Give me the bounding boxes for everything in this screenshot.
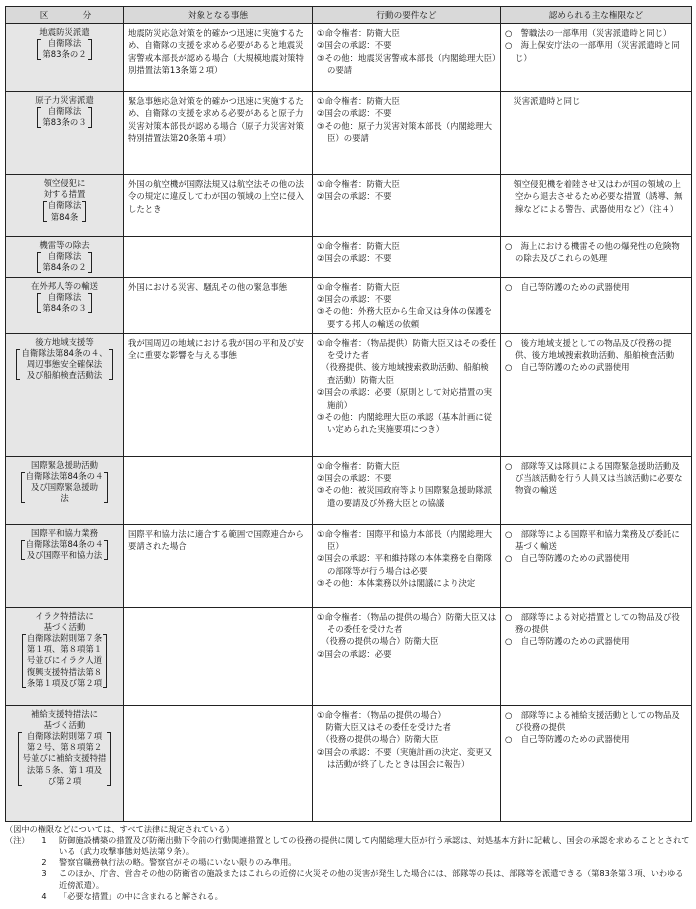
situation-cell [124, 705, 313, 821]
authority-line: ○ 海上保安庁法の一部準用（災害派遣時と同じ） [505, 40, 680, 63]
authority-line: ○ 自己等防護のための武器使用 [505, 362, 630, 373]
footnote-number: 4 [41, 890, 47, 901]
requirements-cell [313, 277, 501, 333]
requirements-line: ①命令権者：防衛大臣 [317, 241, 400, 251]
legal-basis-line: 第84条の２ [42, 262, 87, 273]
requirements-line: ③その他：原子力災害対策本部長（内閣総理大臣）の要請 [317, 120, 493, 144]
legal-basis-line: 第１項、第８項第１ [26, 644, 103, 655]
situation-cell [124, 333, 313, 456]
category-name: 原子力災害派遣 [35, 95, 94, 105]
requirements-line: ②国会の承認：不要 [317, 473, 392, 484]
situation-cell [124, 175, 313, 237]
table-row [6, 456, 692, 524]
row-category [6, 705, 124, 821]
legal-basis-line: 第84条 [50, 211, 79, 222]
requirements-line: 防衛大臣又はその委任を受けた者 [317, 722, 451, 733]
row-category [6, 175, 124, 237]
requirements-line: ②国会の承認：平和維持隊の本体業務を自衛隊の部隊等が行う場合は必要 [317, 553, 493, 576]
footnote-text: このほか、庁舎、営舎その他の防衛省の施設またはこれらの近傍に火災その他の災害が発生した場合には、部隊等の長は、部隊等を派遣できる（第83条第３項、いわゆる近傍派遣）。 [59, 868, 684, 890]
category-name: 領空侵犯に [43, 178, 86, 188]
legal-basis-line: 及び国際緊急援助 [31, 482, 98, 493]
requirements-line: ③その他：被災国政府等より国際緊急援助隊派遣の要請及び外務大臣との協議 [317, 485, 493, 508]
footnote-text: 防御施設構築の措置及び防衛出動下令前の行動関連措置としての役務の提供に関して内閣総理大臣が行う承認は、対処基本方針に記載し、国会の承認を求めることとされている（武力攻撃事態対処法第９条）。 [59, 834, 690, 857]
header-requirements: 行動の要件など [313, 7, 501, 24]
legal-basis-line: 自衛隊法第84条の４ [25, 538, 104, 549]
requirements-cell [313, 456, 501, 524]
requirements-line: ①命令権者：防衛大臣 [317, 460, 400, 471]
row-category [6, 24, 124, 92]
situation-line: 地震防災応急対策を的確かつ迅速に実施するため、自衛隊の支援を求める必要があると地震災害警戒本部長が認める場合（大規模地震対策特別措置法第13条第２項） [128, 28, 304, 76]
requirements-line: ③その他：内閣総理大臣の承認（基本計画に従い定められた実施要項につき） [317, 412, 493, 435]
requirements-line: ②国会の承認：不要 [317, 108, 392, 119]
legal-basis-line: 復興支援特措法第８ [26, 666, 103, 677]
legal-basis [37, 251, 91, 273]
authority-cell [501, 92, 692, 175]
authority-cell [501, 524, 692, 607]
authority-cell [501, 24, 692, 92]
header-category: 区 分 [6, 7, 124, 24]
footnote-label: （注） [5, 834, 30, 845]
authority-cell [501, 607, 692, 705]
legal-basis-line: 自衛隊法第84条の４、 [21, 347, 108, 358]
requirements-line: ③その他：外務大臣から生命又は身体の保護を要する邦人の輸送の依頼 [317, 306, 493, 329]
legal-basis-line: 法 [60, 493, 69, 504]
category-name: 後方地域支援等 [35, 336, 94, 347]
footnote-label [5, 868, 29, 890]
requirements-line: ③その他：地震災害警戒本部長（内閣総理大臣）の要請 [317, 52, 497, 76]
legal-basis-line: 法第５条、第１項及 [26, 764, 103, 775]
situation-line: 我が国周辺の地域における我が国の平和及び安全に重要な影響を与える事態 [128, 337, 304, 361]
legal-basis-line: 自衛隊法 [47, 38, 82, 49]
authority-line: ○ 部隊等による対応措置としての物品及び役務の提供 [505, 611, 680, 635]
situation-cell [124, 237, 313, 278]
authority-line: ○ 自己等防護のための武器使用 [505, 281, 630, 292]
legal-basis-line: 自衛隊法第84条の４ [25, 470, 104, 481]
footnote-number: 1 [41, 834, 47, 845]
footnote-text: 警察官職務執行法の略。警察官がその場にいない限りのみ準用。 [59, 857, 297, 868]
document-page [5, 6, 691, 902]
table-row [6, 277, 692, 333]
requirements-line: ①命令権者：（物品の提供の場合）防衛大臣又はその委任を受けた者 [317, 611, 497, 635]
requirements-cell [313, 237, 501, 278]
legal-basis-line: 号並びに補給支援特措 [22, 753, 107, 764]
legal-basis [21, 539, 109, 561]
footnotes [5, 824, 691, 902]
category-name: 基づく活動 [43, 719, 86, 730]
requirements-line: ②国会の承認：不要（実施計画の決定、変更又は活動が終了したときは国会に報告） [317, 746, 493, 770]
legal-basis-line: 及び船舶検査活動法 [26, 370, 103, 381]
situation-cell [124, 277, 313, 333]
requirements-line: ①命令権者：防衛大臣 [317, 96, 400, 106]
legal-basis-line: 第84条の３ [42, 303, 87, 314]
footnote-item [5, 868, 691, 890]
authority-cell [501, 277, 692, 333]
requirements-line: ②国会の承認：必要 [317, 648, 392, 659]
table-row [6, 705, 692, 821]
requirements-line: ③その他：本体業務以外は閣議により決定 [317, 578, 476, 589]
category-name: イラク特措法に [35, 610, 94, 621]
table-row [6, 333, 692, 456]
table-row [6, 524, 692, 607]
requirements-line: ②国会の承認：不要 [317, 294, 392, 305]
authority-line: ○ 部隊等による補給支援活動としての物品及び役務の提供 [505, 709, 680, 733]
legal-basis-line: 第83条の３ [42, 117, 87, 128]
requirements-cell [313, 607, 501, 705]
requirements-cell [313, 92, 501, 175]
situation-line: 外国の航空機が国際法規又は航空法その他の法令の規定に違反してわが国の領域の上空に侵入したとき [128, 179, 304, 214]
table-row [6, 24, 692, 92]
legal-basis [37, 38, 91, 60]
authority-line: 災害派遣時と同じ [505, 96, 581, 106]
requirements-line: ①命令権者：防衛大臣 [317, 179, 400, 189]
situation-line: 緊急事態応急対策を的確かつ迅速に実施するため、自衛隊の支援を求める必要があると原子力災害対策本部長が認める場合（原子力災害対策特別措置法第20条第４項） [128, 96, 304, 144]
legal-basis-line: 号並びにイラク人道 [26, 655, 103, 666]
category-name: 基づく活動 [43, 621, 86, 632]
footnote-intro: （図中の権限などについては、すべて法律に規定されている） [5, 823, 234, 834]
legal-basis-line: 第83条の２ [42, 49, 87, 60]
legal-basis [37, 106, 91, 128]
legal-basis-line: び第２項 [47, 775, 82, 786]
legal-basis [21, 471, 109, 505]
requirements-line: ②国会の承認：不要 [317, 253, 392, 264]
requirements-line: ②国会の承認：必要（原則として対応措置の実施前） [317, 387, 493, 410]
category-name: 在外邦人等の輸送 [31, 280, 98, 291]
authority-line: ○ 部隊等又は隊員による国際緊急援助活動及び当該活動を行う人員又は当該活動に必要な物資の輸送 [505, 460, 683, 496]
footnote-number: 2 [41, 857, 47, 868]
legal-basis-line: 自衛隊法附則第７項 [26, 731, 103, 742]
footnote-item [5, 857, 691, 868]
authority-cell [501, 705, 692, 821]
situation-cell [124, 24, 313, 92]
requirements-line: ②国会の承認：不要 [317, 191, 392, 202]
requirements-line: ①命令権者：（物品提供）防衛大臣又はその委任を受けた者 [317, 337, 497, 361]
legal-basis-line: 自衛隊法 [47, 106, 82, 117]
requirements-line: ①命令権者：国際平和協力本部長（内閣総理大臣） [317, 528, 493, 552]
table-row [6, 175, 692, 237]
situation-line: 国際平和協力法に適合する範囲で国際連合から要請された場合 [128, 528, 304, 552]
situation-cell [124, 524, 313, 607]
authority-cell [501, 175, 692, 237]
row-category [6, 92, 124, 175]
table-row [6, 607, 692, 705]
legal-basis-line: 及び国際平和協力法 [26, 550, 103, 561]
row-category [6, 333, 124, 456]
requirements-line: ①命令権者：防衛大臣 [317, 281, 400, 292]
requirements-line: （役務提供、後方地域捜索救助活動、船舶検査活動）防衛大臣 [317, 362, 489, 385]
category-name: 国際平和協力業務 [31, 527, 98, 538]
requirements-cell [313, 333, 501, 456]
category-name: 機雷等の除去 [39, 240, 90, 250]
legal-basis [43, 200, 87, 222]
legal-basis [22, 633, 107, 689]
row-category [6, 277, 124, 333]
legal-basis-line: 自衛隊法 [47, 251, 82, 262]
legal-basis-line: 第２号、第８項第２ [26, 742, 103, 753]
situation-line: 外国における災害、騒乱その他の緊急事態 [128, 281, 288, 292]
requirements-line: ①命令権者：防衛大臣 [317, 28, 400, 38]
requirements-line: （役務の提供の場合）防衛大臣 [317, 636, 439, 647]
authority-cell [501, 333, 692, 456]
footnote-label [5, 891, 29, 902]
category-name: 地震防災派遣 [39, 27, 90, 37]
authority-line: 領空侵犯機を着陸させ又はわが国の領域の上空から退去させるため必要な措置（誘導、無線などによる警告、武器使用など）（注４） [505, 179, 683, 214]
situation-cell [124, 92, 313, 175]
legal-basis [18, 731, 112, 787]
authority-line: ○ 自己等防護のための武器使用 [505, 734, 630, 745]
category-name: 対する措置 [43, 189, 86, 200]
requirements-cell [313, 705, 501, 821]
authority-line: ○ 海上における機雷その他の爆発性の危険物の除去及びこれらの処理 [505, 241, 680, 264]
header-authority: 認められる主な権限など [501, 7, 692, 24]
row-category [6, 607, 124, 705]
authority-line: ○ 自己等防護のための武器使用 [505, 636, 630, 647]
category-name: 補給支援特措法に [31, 708, 98, 719]
requirements-cell [313, 24, 501, 92]
authority-cell [501, 237, 692, 278]
table-row [6, 237, 692, 278]
table-row [6, 92, 692, 175]
table-header-row [6, 7, 692, 24]
requirements-cell [313, 524, 501, 607]
authority-table [5, 6, 692, 822]
requirements-line: ①命令権者：（物品の提供の場合） [317, 709, 446, 720]
requirements-line: ②国会の承認：不要 [317, 40, 392, 51]
footnote-item [5, 891, 691, 902]
legal-basis [37, 292, 91, 314]
legal-basis-line: 自衛隊法附則第７条 [26, 633, 103, 644]
authority-line: ○ 警職法の一部準用（災害派遣時と同じ） [505, 28, 672, 38]
footnote-text: 「必要な措置」の中に含まれると解される。 [59, 890, 223, 901]
authority-line: ○ 部隊等による国際平和協力業務及び委託に基づく輸送 [505, 528, 680, 552]
authority-line: ○ 後方地域支援としての物品及び役務の提供、後方地域捜索救助活動、船舶検査活動 [505, 337, 675, 361]
requirements-cell [313, 175, 501, 237]
legal-basis-line: 自衛隊法 [47, 291, 82, 302]
legal-basis-line: 自衛隊法 [47, 200, 82, 211]
row-category [6, 456, 124, 524]
footnote-item [5, 835, 691, 857]
legal-basis [16, 348, 112, 382]
situation-cell [124, 456, 313, 524]
header-situation: 対象となる事態 [124, 7, 313, 24]
requirements-line: （役務の提供の場合）防衛大臣 [317, 734, 439, 745]
situation-cell [124, 607, 313, 705]
authority-cell [501, 456, 692, 524]
legal-basis-line: 周辺事態安全確保法 [26, 359, 103, 370]
legal-basis-line: 条第１項及び第２項 [26, 677, 103, 688]
authority-line: ○ 自己等防護のための武器使用 [505, 553, 630, 564]
category-name: 国際緊急援助活動 [31, 459, 98, 470]
row-category [6, 524, 124, 607]
row-category [6, 237, 124, 278]
footnote-label [5, 857, 29, 868]
footnote-number: 3 [41, 868, 47, 879]
